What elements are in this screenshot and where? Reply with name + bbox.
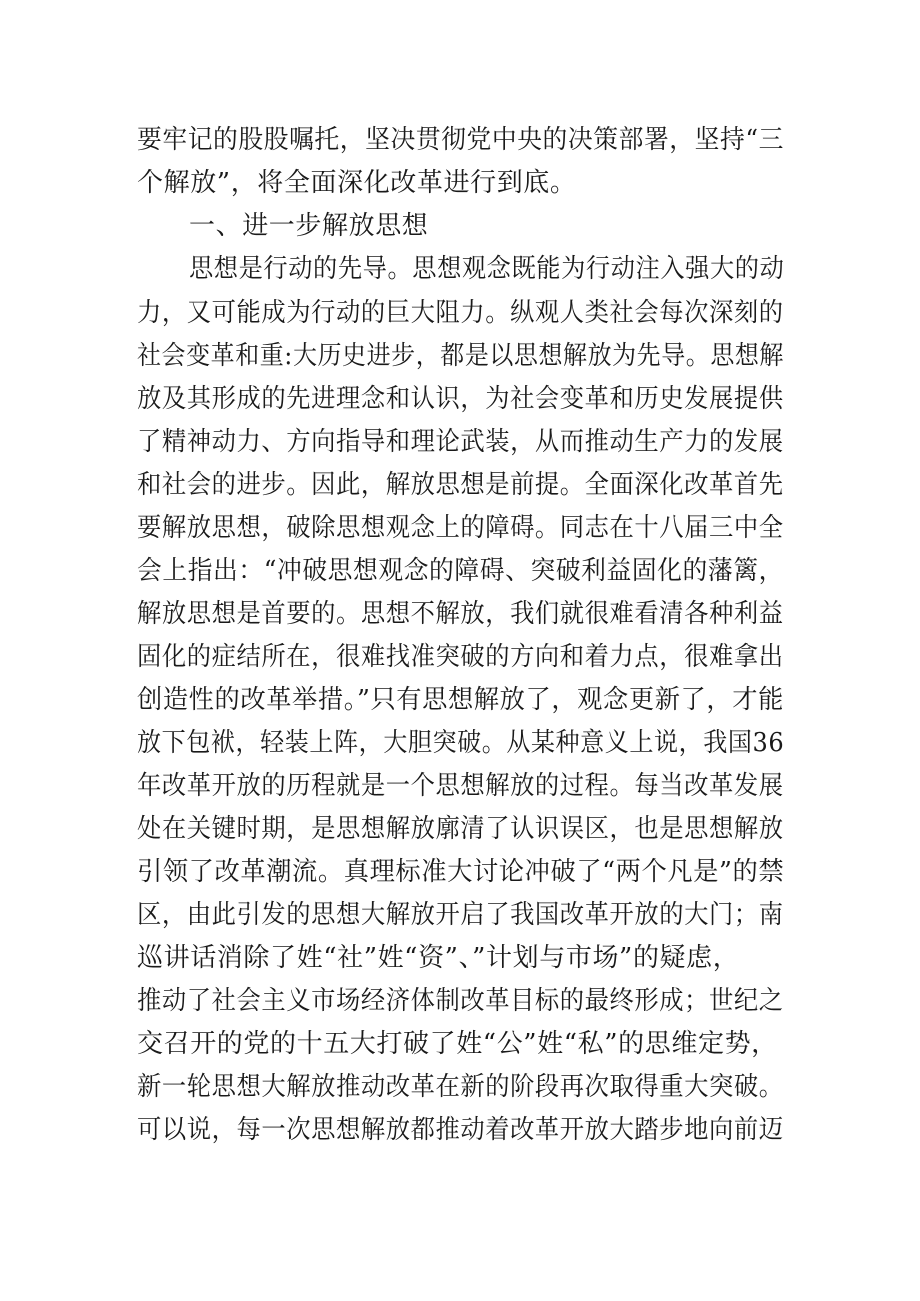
text-line: 会上指出：“冲破思想观念的障碍、突破利益固化的藩篱， [137,556,784,586]
section-heading: 一、进一步解放思想 [189,211,429,241]
text-line: 新一轮思想大解放推动改革在新的阶段再次取得重大突破。 [137,1072,784,1102]
text-line: 推动了社会主义市场经济体制改革目标的最终形成；世纪之 [137,986,784,1016]
text-line: 社会变革和重:大历史进步，都是以思想解放为先导。思想解 [137,341,784,371]
text-line: 放及其形成的先进理念和认识，为社会变革和历史发展提供 [137,384,784,414]
text-line: 要牢记的股股嘱托，坚决贯彻党中央的决策部署，坚持“三 [137,125,784,155]
text-line: 引领了改革潮流。真理标准大讨论冲破了“两个凡是”的禁 [137,857,785,887]
text-line: 创造性的改革举措。”只有思想解放了，观念更新了，才能 [137,685,784,715]
text-line: 巡讲话消除了姓“社”姓“资”、”计划与市场”的疑虑， [137,943,740,973]
text-line: 解放思想是首要的。思想不解放，我们就很难看清各种利益 [137,599,784,629]
text-line: 交召开的党的十五大打破了姓“公”姓“私”的思维定势， [137,1029,778,1059]
text-line: 要解放思想，破除思想观念上的障碍。同志在十八届三中全 [137,513,784,543]
text-line: 个解放”，将全面深化改革进行到底。 [137,168,577,198]
text-line: 区，由此引发的思想大解放开启了我国改革开放的大门；南 [137,900,784,930]
text-line: 和社会的进步。因此，解放思想是前提。全面深化改革首先 [137,470,784,500]
text-line: 了精神动力、方向指导和理论武装，从而推动生产力的发展 [137,427,784,457]
text-line: 放下包袱，轻装上阵，大胆突破。从某种意义上说，我国36 [137,728,785,758]
text-line: 可以说，每一次思想解放都推动着改革开放大踏步地向前迈 [137,1115,784,1145]
text-line: 处在关键时期，是思想解放廓清了认识误区，也是思想解放 [137,814,784,844]
text-line: 年改革开放的历程就是一个思想解放的过程。每当改革发展 [137,771,784,801]
text-line: 力，又可能成为行动的巨大阻力。纵观人类社会每次深刻的 [137,298,784,328]
text-line: 固化的症结所在，很难找准突破的方向和着力点，很难拿出 [137,642,784,672]
paragraph-first-line: 思想是行动的先导。思想观念既能为行动注入强大的动 [189,254,785,284]
